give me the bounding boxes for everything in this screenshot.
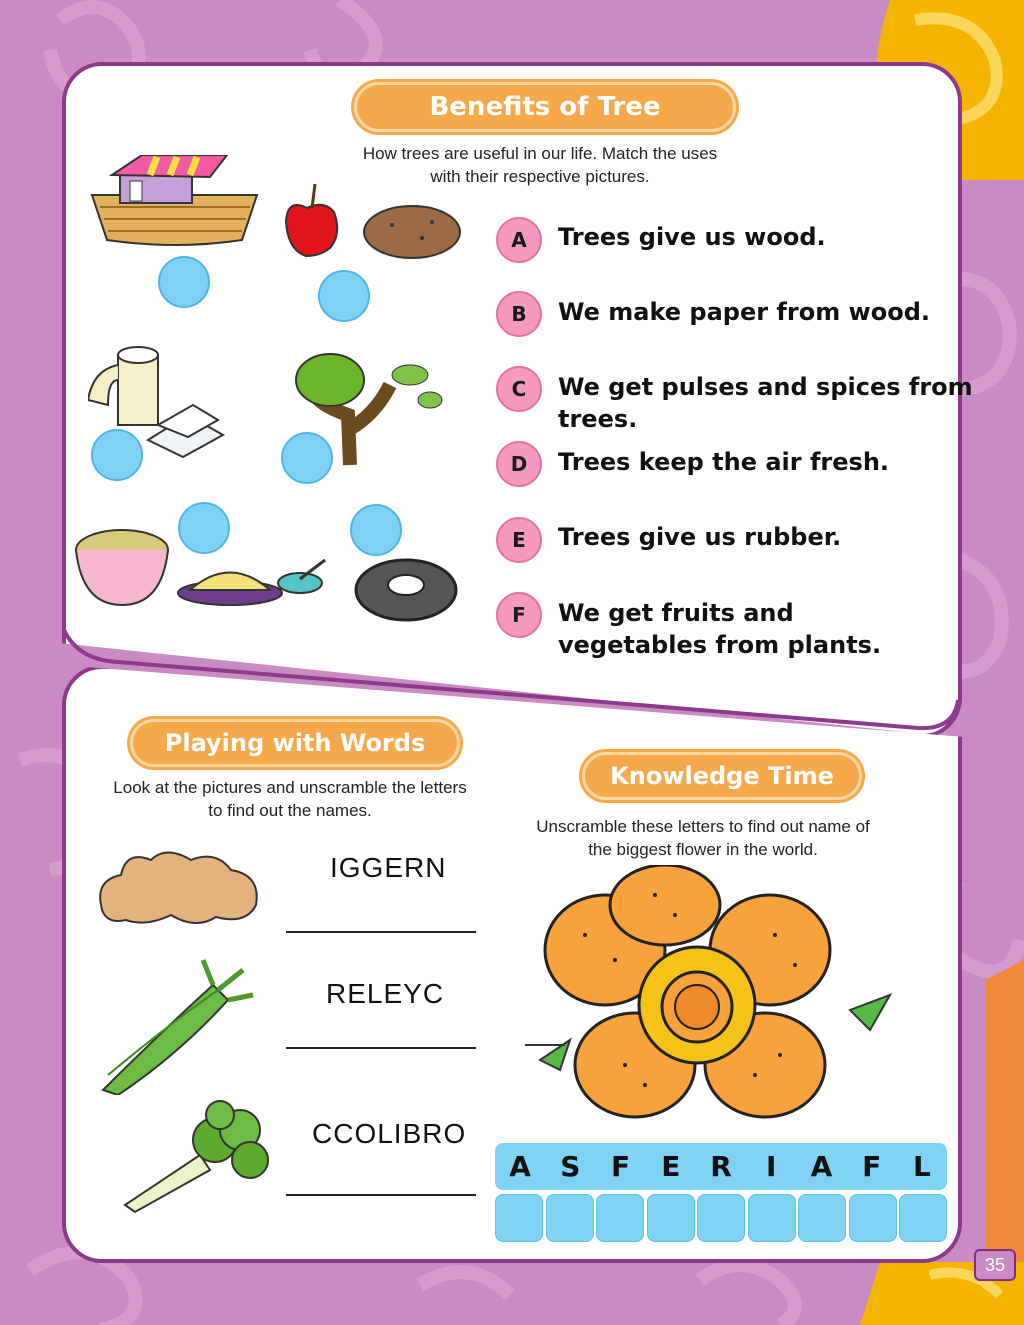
letter-tile: F [862, 1150, 882, 1183]
words-instruction-line2: to find out the names. [208, 801, 372, 820]
pulses-bowl-icon [72, 520, 172, 610]
celery-icon [98, 955, 258, 1095]
answer-circle-boat[interactable] [158, 256, 210, 308]
broccoli-icon [120, 1100, 280, 1215]
spices-plate-icon [175, 555, 335, 610]
scrambled-letters-strip [495, 1143, 947, 1190]
words-title: Playing with Words [130, 719, 460, 767]
answer-box[interactable] [849, 1194, 897, 1242]
tyre-icon [352, 555, 460, 625]
statement-e: Trees give us rubber. [558, 523, 842, 551]
apple-potato-icon [282, 180, 462, 260]
statement-f-line2: vegetables from plants. [558, 631, 882, 659]
statement-badge-e: E [496, 517, 542, 563]
letter-tile: A [810, 1150, 833, 1183]
statement-badge-f: F [496, 592, 542, 638]
letter-tile: A [509, 1150, 531, 1183]
boat-house-icon [82, 155, 262, 250]
words-instruction-line1: Look at the pictures and unscramble the letters [113, 778, 467, 797]
statement-c-line1: We get pulses and spices from [558, 373, 973, 401]
answer-circle-tyre[interactable] [350, 504, 402, 556]
statement-b: We make paper from wood. [558, 298, 930, 326]
knowledge-title: Knowledge Time [582, 752, 862, 800]
answer-line-1[interactable] [286, 931, 476, 933]
statement-badge-a: A [496, 217, 542, 263]
ginger-icon [96, 845, 266, 930]
benefits-instruction-line1: How trees are useful in our life. Match the uses [362, 144, 718, 163]
letter-tile: E [661, 1150, 681, 1183]
benefits-title: Benefits of Tree [354, 82, 736, 132]
statement-d: Trees keep the air fresh. [558, 448, 890, 476]
statement-a: Trees give us wood. [558, 223, 826, 251]
answer-circle-apple[interactable] [318, 270, 370, 322]
answer-box[interactable] [697, 1194, 745, 1242]
letter-tile: S [560, 1150, 581, 1183]
answer-boxes [495, 1194, 947, 1242]
words-instruction [80, 776, 500, 822]
answer-box[interactable] [899, 1194, 947, 1242]
letter-tile: I [765, 1150, 777, 1183]
statement-c [558, 371, 973, 435]
scrambled-word-3: CCOLIBRO [312, 1118, 467, 1149]
answer-circle-paper[interactable] [91, 429, 143, 481]
scrambled-word-2: RELEYC [326, 978, 445, 1009]
statement-f-line1: We get fruits and [558, 599, 794, 627]
knowledge-instruction-line2: the biggest flower in the world. [588, 840, 818, 859]
statement-c-line2: trees. [558, 405, 638, 433]
letter-tile: R [710, 1150, 732, 1183]
benefits-instruction-line2: with their respective pictures. [430, 167, 650, 186]
answer-line-3[interactable] [286, 1194, 476, 1196]
statement-f [558, 597, 881, 661]
letter-tile: L [912, 1150, 931, 1183]
answer-circle-pulses[interactable] [178, 502, 230, 554]
answer-box[interactable] [647, 1194, 695, 1242]
knowledge-instruction-line1: Unscramble these letters to find out name of [536, 817, 870, 836]
letter-tile: F [610, 1150, 631, 1183]
answer-box[interactable] [495, 1194, 543, 1242]
knowledge-instruction [498, 815, 908, 861]
page-number: 35 [974, 1249, 1016, 1281]
answer-circle-tree[interactable] [281, 432, 333, 484]
answer-box[interactable] [596, 1194, 644, 1242]
statement-badge-d: D [496, 441, 542, 487]
statement-badge-c: C [496, 366, 542, 412]
statement-badge-b: B [496, 291, 542, 337]
answer-box[interactable] [798, 1194, 846, 1242]
rafflesia-flower-icon [525, 865, 895, 1125]
scrambled-word-1: IGGERN [330, 852, 447, 883]
answer-box[interactable] [546, 1194, 594, 1242]
answer-box[interactable] [748, 1194, 796, 1242]
answer-line-2[interactable] [286, 1047, 476, 1049]
